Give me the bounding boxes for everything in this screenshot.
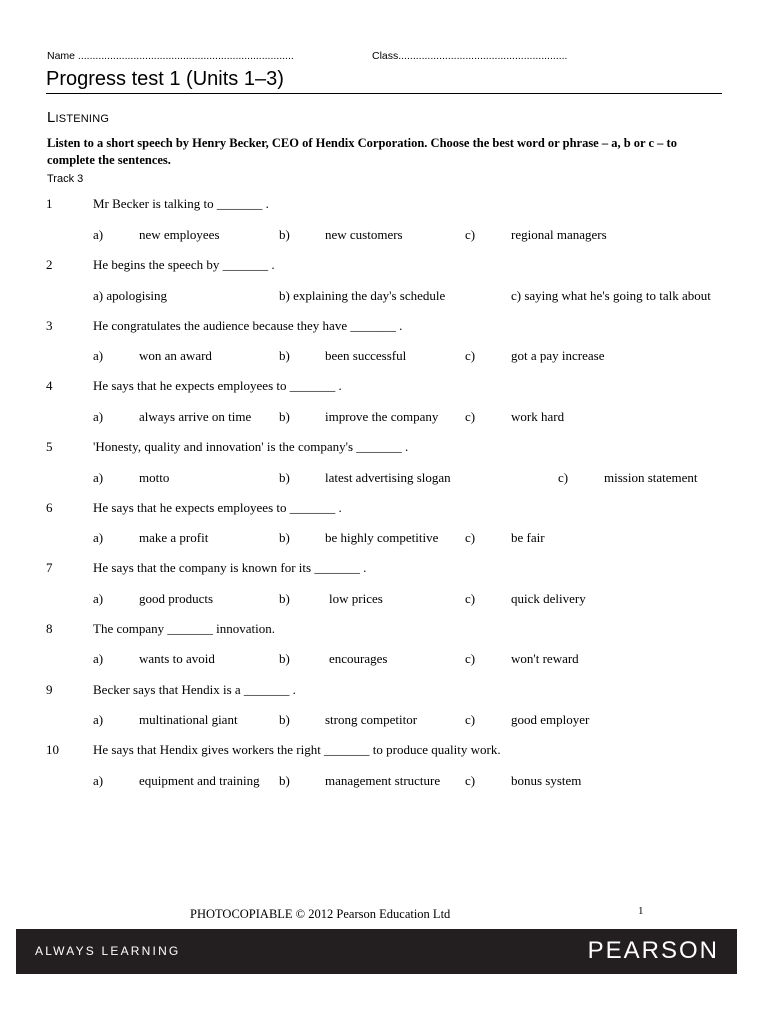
option-a: wants to avoid [139, 651, 215, 666]
section-heading: Listening [47, 109, 110, 126]
question-number: 10 [46, 742, 59, 757]
copyright-notice: PHOTOCOPIABLE © 2012 Pearson Education Ltd [190, 907, 451, 921]
question-text: He begins the speech by _______ . [93, 257, 275, 272]
option-a: new employees [139, 227, 220, 242]
question-number: 1 [46, 196, 53, 211]
option-b-label: b) [279, 348, 290, 363]
option-c: quick delivery [511, 591, 586, 606]
option-a-label: a) [93, 409, 104, 424]
option-c: got a pay increase [511, 348, 605, 363]
question-number: 7 [46, 560, 53, 575]
option-c-label: c) [465, 712, 476, 727]
option-c: c) saying what he's going to talk about [511, 288, 711, 303]
option-c-label: c) [465, 409, 476, 424]
option-c-label: c) [465, 530, 476, 545]
page-title: Progress test 1 (Units 1–3) [46, 68, 284, 90]
question-text: Becker says that Hendix is a _______ . [93, 682, 296, 697]
option-a: multinational giant [139, 712, 238, 727]
option-a-label: a) [93, 227, 104, 242]
option-a: a) apologising [93, 288, 168, 303]
tagline: ALWAYS LEARNING [35, 944, 181, 958]
option-a: won an award [139, 348, 212, 363]
option-b: latest advertising slogan [325, 470, 451, 485]
page-number: 1 [638, 905, 644, 917]
option-c-label: c) [465, 591, 476, 606]
question-number: 4 [46, 378, 53, 393]
name-field-label: Name .......................................................................... [47, 50, 294, 62]
option-b: management structure [325, 773, 441, 788]
option-a-label: a) [93, 348, 104, 363]
option-b: b) explaining the day's schedule [279, 288, 446, 303]
option-c: won't reward [511, 651, 579, 666]
question-number: 6 [46, 500, 53, 515]
brand-logo: PEARSON [587, 937, 719, 964]
option-b: be highly competitive [325, 530, 439, 545]
option-b: strong competitor [325, 712, 418, 727]
question-text: 'Honesty, quality and innovation' is the company's _______ . [93, 439, 409, 454]
option-a-label: a) [93, 712, 104, 727]
option-b-label: b) [279, 470, 290, 485]
option-a: motto [139, 470, 170, 485]
option-b-label: b) [279, 773, 290, 788]
question-text: He congratulates the audience because they have _______ . [93, 318, 403, 333]
option-a: always arrive on time [139, 409, 252, 424]
option-c-label: c) [558, 470, 569, 485]
option-a-label: a) [93, 530, 104, 545]
question-number: 3 [46, 318, 53, 333]
option-c: bonus system [511, 773, 582, 788]
question-number: 9 [46, 682, 53, 697]
question-text: Mr Becker is talking to _______ . [93, 196, 269, 211]
option-c: good employer [511, 712, 590, 727]
option-b-label: b) [279, 409, 290, 424]
option-c-label: c) [465, 227, 476, 242]
instructions: Listen to a short speech by Henry Becker, CEO of Hendix Corporation. Choose the best word or phrase – a, b or c – to complete the sentences. [47, 136, 677, 167]
question-text: He says that he expects employees to _______ . [93, 500, 342, 515]
option-a-label: a) [93, 470, 104, 485]
question-number: 2 [46, 257, 53, 272]
question-text: He says that Hendix gives workers the right _______ to produce quality work. [93, 742, 501, 757]
option-b-label: b) [279, 227, 290, 242]
question-text: The company _______ innovation. [93, 621, 275, 636]
option-b: low prices [329, 591, 383, 606]
option-b-label: b) [279, 530, 290, 545]
option-b: new customers [325, 227, 403, 242]
option-a-label: a) [93, 591, 104, 606]
option-c: work hard [511, 409, 565, 424]
option-c-label: c) [465, 348, 476, 363]
option-b: encourages [329, 651, 388, 666]
option-c: regional managers [511, 227, 607, 242]
title-divider [46, 93, 722, 94]
option-c: be fair [511, 530, 545, 545]
option-c: mission statement [604, 470, 698, 485]
option-a: equipment and training [139, 773, 260, 788]
option-b-label: b) [279, 591, 290, 606]
option-c-label: c) [465, 773, 476, 788]
question-text: He says that he expects employees to _______ . [93, 378, 342, 393]
option-b-label: b) [279, 651, 290, 666]
question-number: 5 [46, 439, 53, 454]
option-a-label: a) [93, 651, 104, 666]
option-b-label: b) [279, 712, 290, 727]
question-text: He says that the company is known for its _______ . [93, 560, 367, 575]
option-a: make a profit [139, 530, 209, 545]
option-a: good products [139, 591, 214, 606]
option-c-label: c) [465, 651, 476, 666]
track-label: Track 3 [47, 173, 84, 185]
option-a-label: a) [93, 773, 104, 788]
class-field-label: Class.......................................................... [372, 50, 568, 62]
brand-footer-banner [16, 929, 737, 974]
option-b: been successful [325, 348, 407, 363]
option-b: improve the company [325, 409, 439, 424]
question-number: 8 [46, 621, 53, 636]
